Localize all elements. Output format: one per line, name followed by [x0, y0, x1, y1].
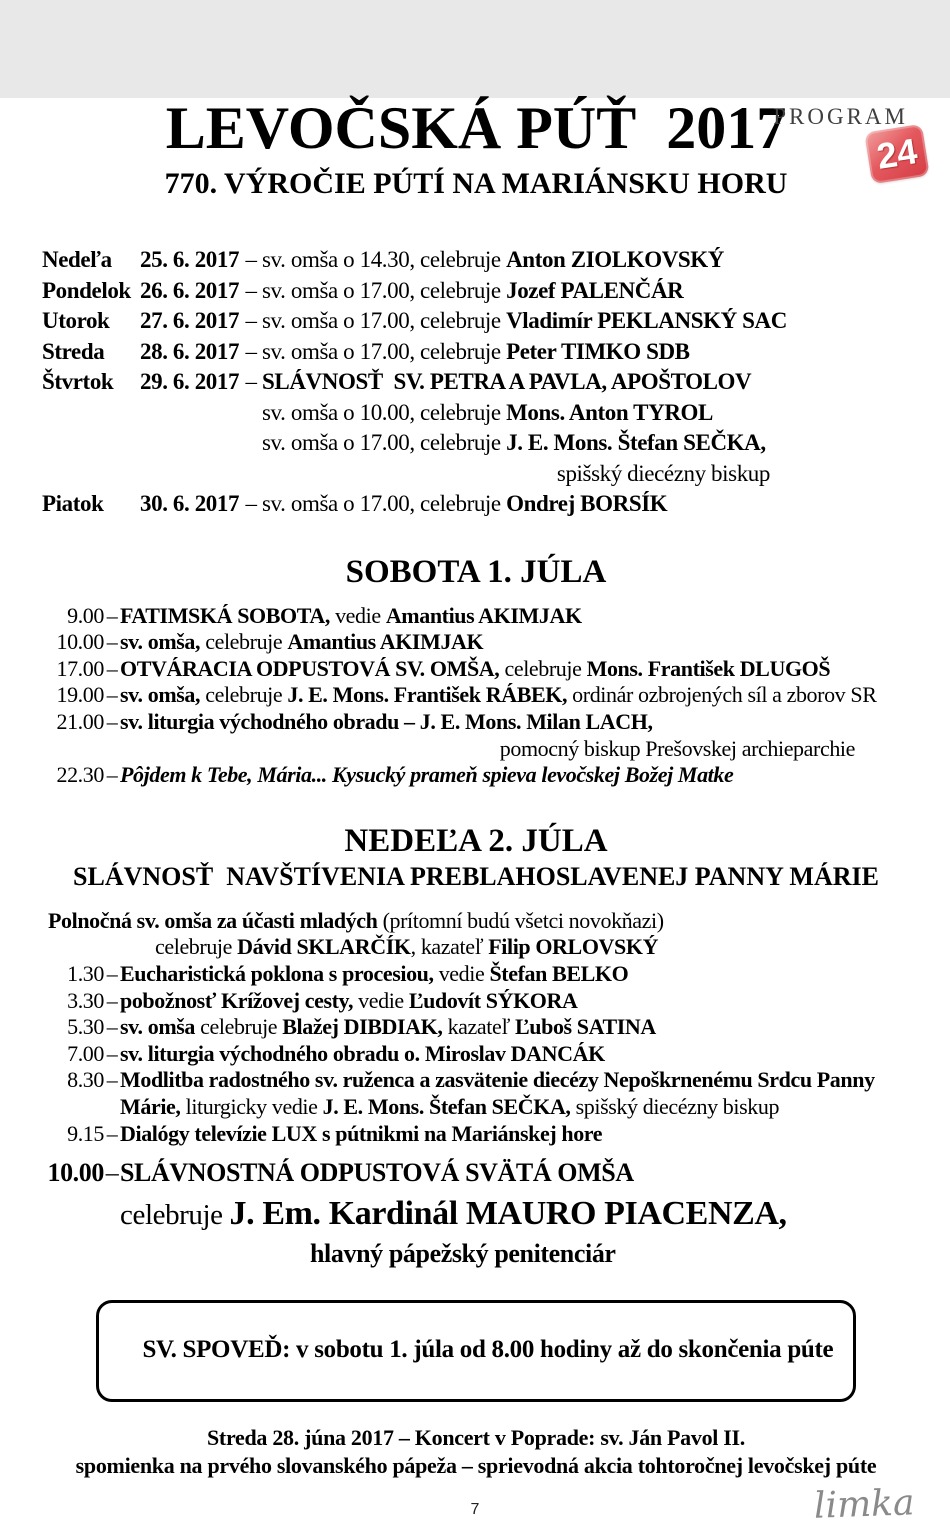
text-segment: Márie, — [120, 1094, 181, 1119]
dash-separator: – — [106, 655, 118, 681]
confession-box — [96, 1300, 857, 1402]
row-text — [120, 629, 910, 656]
dash-separator: – — [245, 277, 257, 303]
footer-note-line1: Streda 28. júna 2017 – Koncert v Poprade: sv. Ján Pavol II. — [206, 1425, 745, 1451]
row-text — [120, 709, 910, 736]
time-label: 3.30 — [67, 987, 104, 1013]
sunday-subheading: SLÁVNOSŤ NAVŠTÍVENIA PREBLAHOSLAVENEJ PANNY MÁRIE — [73, 861, 879, 891]
dash-separator: – — [106, 1014, 118, 1040]
text-segment: Mons. Anton TYROL — [506, 399, 713, 425]
row-text — [120, 682, 910, 709]
text-segment: SLÁVNOSŤ SV. PETRA A PAVLA, APOŠTOLOV — [262, 369, 752, 395]
text-segment: Štefan BELKO — [489, 961, 629, 987]
time-row — [42, 709, 910, 736]
text-segment: pomocný biskup Prešovskej archieparchie — [499, 735, 855, 761]
row-text — [120, 1014, 910, 1041]
date-label: 26. 6. 2017 — [140, 277, 240, 303]
row-text — [120, 762, 910, 789]
time-row — [42, 1155, 910, 1191]
dash-separator: – — [106, 987, 118, 1013]
text-segment: Eucharistická poklona s procesiou, — [120, 961, 434, 987]
text-segment: Blažej DIBDIAK, — [282, 1014, 443, 1040]
text-segment: sv. omša o 14.30, celebruje — [262, 247, 507, 273]
text-segment: spišský diecézny biskup — [556, 460, 770, 486]
sunday-heading: NEDEĽA 2. JÚLA — [344, 822, 608, 859]
time-label: 10.00 — [56, 629, 104, 655]
dash-separator: – — [106, 682, 118, 708]
text-segment: J. E. Mons. Štefan SEČKA, — [506, 430, 766, 456]
row-text — [262, 337, 910, 368]
text-segment: vedie — [353, 987, 409, 1013]
text-segment: sv. omša, — [120, 682, 201, 708]
text-segment: celebruje — [200, 629, 288, 655]
dash-separator: – — [245, 491, 257, 517]
row-text — [262, 245, 910, 276]
row-text — [120, 1195, 787, 1233]
continuation-row — [42, 1094, 910, 1121]
text-segment: sv. liturgia východného obradu – J. E. Mons. Milan LACH, — [120, 709, 653, 735]
row-text — [262, 276, 910, 307]
dash-separator: – — [105, 1158, 119, 1188]
text-segment: pobožnosť Krížovej cesty, — [120, 987, 354, 1013]
time-label: 9.15 — [67, 1120, 104, 1146]
dash-separator: – — [245, 308, 257, 334]
text-segment: liturgicky vedie — [180, 1094, 323, 1119]
dash-separator: – — [245, 369, 257, 395]
text-segment: celebruje — [195, 1014, 283, 1040]
date-label: 29. 6. 2017 — [140, 369, 240, 395]
text-segment: sv. liturgia východného obradu o. Miroslav DANCÁK — [120, 1040, 605, 1066]
dash-separator: – — [106, 961, 118, 987]
row-text — [262, 430, 766, 455]
text-segment: vedie — [329, 602, 386, 628]
time-row — [42, 629, 910, 656]
row-text — [262, 489, 910, 520]
date-label: 28. 6. 2017 — [140, 338, 240, 364]
text-segment: J. Em. Kardinál MAURO PIACENZA, — [229, 1195, 787, 1233]
page-subtitle: 770. VÝROČIE PÚTÍ NA MARIÁNSKU HORU — [164, 167, 788, 201]
week-row — [42, 337, 910, 368]
time-label: 8.30 — [67, 1067, 104, 1093]
time-row — [42, 988, 910, 1015]
day-label: Pondelok — [42, 277, 131, 303]
date-label: 27. 6. 2017 — [140, 308, 240, 334]
row-text — [120, 1121, 910, 1148]
text-segment: Vladimír PEKLANSKÝ SAC — [506, 308, 787, 334]
text-segment: sv. omša, — [120, 629, 201, 655]
text-segment: celebruje — [120, 1199, 230, 1232]
time-label: 21.00 — [56, 709, 104, 735]
sunday-finale — [42, 1155, 910, 1270]
time-label: 5.30 — [67, 1014, 104, 1040]
text-segment: Amantius AKIMJAK — [287, 629, 484, 655]
text-segment: Anton ZIOLKOVSKÝ — [506, 247, 724, 273]
text-segment: Amantius AKIMJAK — [385, 602, 582, 628]
time-row — [42, 762, 910, 789]
week-schedule — [42, 245, 910, 520]
week-row — [42, 367, 910, 398]
row-text — [262, 306, 910, 337]
row-text — [120, 1067, 910, 1094]
dash-separator: – — [106, 709, 118, 735]
continuation-row — [42, 908, 910, 935]
time-row — [42, 1067, 910, 1094]
text-segment: Ondrej BORSÍK — [506, 491, 668, 517]
text-segment: OTVÁRACIA ODPUSTOVÁ SV. OMŠA, — [120, 655, 500, 681]
row-text — [120, 1041, 910, 1068]
time-label: 1.30 — [67, 961, 104, 987]
text-segment: Modlitba radostného sv. ruženca a zasvätenie diecézy Nepoškrnenému Srdcu Panny — [120, 1067, 875, 1093]
dash-separator: – — [106, 629, 118, 655]
text-segment: celebruje — [155, 934, 238, 960]
dash-separator: – — [106, 1040, 118, 1066]
confession-text: SV. SPOVEĎ: v sobotu 1. júla od 8.00 hodiny až do skončenia púte — [142, 1336, 834, 1364]
text-segment: celebruje — [200, 682, 288, 708]
text-segment: FATIMSKÁ SOBOTA, — [120, 602, 330, 628]
time-row — [42, 1014, 910, 1041]
row-text — [310, 1239, 616, 1268]
text-segment: Dialógy televízie LUX s pútnikmi na Mariánskej hore — [120, 1120, 603, 1146]
dash-separator: – — [106, 762, 118, 788]
time-row — [42, 656, 910, 683]
text-segment: vedie — [433, 961, 490, 987]
text-segment: spišský diecézny biskup — [570, 1094, 780, 1119]
document-page — [0, 95, 950, 1533]
time-label: 7.00 — [67, 1040, 104, 1066]
text-segment: hlavný pápežský penitenciár — [310, 1239, 616, 1269]
week-row — [42, 489, 910, 520]
saturday-schedule — [42, 603, 910, 789]
text-segment: Mons. František DLUGOŠ — [586, 655, 831, 681]
time-label: 19.00 — [56, 682, 104, 708]
row-text — [557, 461, 770, 486]
dash-separator: – — [106, 1067, 118, 1093]
text-segment: Polnočná sv. omša za účasti mladých — [48, 907, 378, 933]
text-segment: Peter TIMKO SDB — [506, 338, 690, 364]
row-text — [262, 400, 713, 425]
dash-separator: – — [245, 247, 257, 273]
time-row — [42, 1041, 910, 1068]
continuation-row — [42, 736, 910, 763]
text-segment: J. E. Mons. Štefan SEČKA, — [322, 1094, 571, 1119]
text-segment: sv. omša o 17.00, celebruje — [262, 430, 507, 456]
text-segment: , kazateľ — [410, 934, 489, 960]
date-label: 30. 6. 2017 — [140, 491, 240, 517]
time-label: 22.30 — [56, 762, 104, 788]
continuation-row — [42, 459, 910, 490]
day-label: Štvrtok — [42, 369, 114, 395]
time-row — [42, 961, 910, 988]
day-label: Piatok — [42, 491, 104, 517]
text-segment: Dávid SKLARČÍK — [237, 934, 411, 960]
sunday-schedule — [42, 961, 910, 1147]
row-text — [120, 961, 910, 988]
time-label: 10.00 — [47, 1158, 104, 1188]
row-text — [120, 988, 910, 1015]
page-title: LEVOČSKÁ PÚŤ 2017 — [165, 95, 787, 161]
day-label: Streda — [42, 338, 105, 364]
text-segment: ordinár ozbrojených síl a zborov SR — [567, 682, 877, 708]
row-text — [120, 1155, 910, 1191]
time-label: 17.00 — [56, 655, 104, 681]
text-segment: sv. omša o 10.00, celebruje — [262, 399, 507, 425]
text-segment: kazateľ — [442, 1014, 515, 1040]
text-segment: (prítomní budú všetci novokňazi) — [377, 907, 664, 933]
footer-note-line2: spomienka na prvého slovanského pápeža – sprievodná akcia tohtoročnej levočskej púte — [75, 1453, 877, 1479]
week-row — [42, 276, 910, 307]
text-segment: sv. omša — [120, 1014, 196, 1040]
text-segment: Ľudovít SÝKORA — [408, 987, 578, 1013]
day-label: Utorok — [42, 308, 110, 334]
row-text — [120, 656, 910, 683]
program-masthead-label: PROGRAM — [773, 104, 908, 129]
text-segment: SLÁVNOSTNÁ ODPUSTOVÁ SVÄTÁ OMŠA — [120, 1158, 634, 1188]
text-segment: celebruje — [499, 655, 587, 681]
time-row — [42, 682, 910, 709]
program24-logo-badge — [864, 124, 929, 184]
footer-note — [42, 1424, 910, 1480]
sunday-intro — [42, 908, 910, 961]
continuation-row — [42, 398, 910, 429]
row-text — [48, 908, 664, 933]
text-segment: sv. omša o 17.00, celebruje — [262, 277, 507, 303]
saturday-heading: SOBOTA 1. JÚLA — [345, 553, 607, 590]
dash-separator: – — [106, 1120, 118, 1146]
day-label: Nedeľa — [42, 247, 112, 273]
time-row — [42, 1121, 910, 1148]
dash-separator: – — [245, 338, 257, 364]
continuation-row — [42, 1238, 910, 1270]
continuation-row — [42, 1191, 910, 1238]
text-segment: sv. omša o 17.00, celebruje — [262, 338, 507, 364]
text-segment: Jozef PALENČÁR — [506, 277, 684, 303]
week-row — [42, 306, 910, 337]
page-number: 7 — [470, 1501, 480, 1518]
text-segment: Pôjdem k Tebe, Mária... Kysucký prameň spieva levočskej Božej Matke — [120, 762, 734, 788]
date-label: 25. 6. 2017 — [140, 247, 240, 273]
text-segment: Filip ORLOVSKÝ — [488, 934, 659, 960]
limka-brand-logo: limka — [812, 1482, 915, 1527]
row-text — [120, 1094, 779, 1119]
row-text — [500, 736, 855, 761]
text-segment: Ľuboš SATINA — [515, 1014, 656, 1040]
time-label: 9.00 — [67, 602, 104, 628]
row-text — [120, 603, 910, 630]
row-text — [262, 367, 910, 398]
time-row — [42, 603, 910, 630]
continuation-row — [42, 934, 910, 961]
text-segment: sv. omša o 17.00, celebruje — [262, 491, 507, 517]
text-segment: J. E. Mons. František RÁBEK, — [287, 682, 568, 708]
row-text — [155, 934, 658, 959]
badge-number: 24 — [873, 130, 920, 177]
week-row — [42, 245, 910, 276]
continuation-row — [42, 428, 910, 459]
text-segment: sv. omša o 17.00, celebruje — [262, 308, 507, 334]
dash-separator: – — [106, 602, 118, 628]
